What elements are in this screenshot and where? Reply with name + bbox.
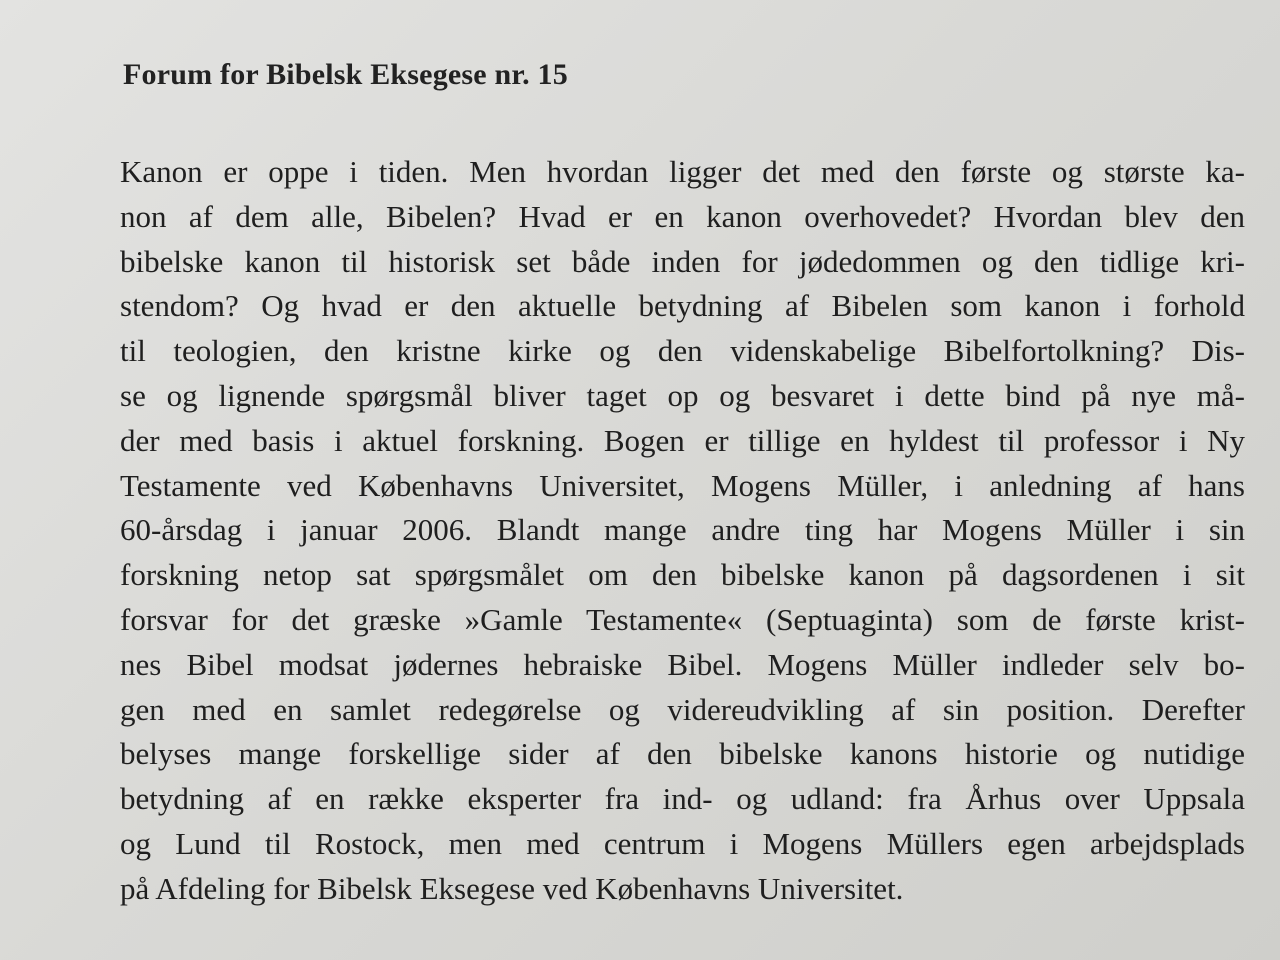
text-line: stendom? Og hvad er den aktuelle betydning af Bibelen som kanon i forhold (120, 288, 1245, 324)
document-title: Forum for Bibelsk Eksegese nr. 15 (123, 58, 568, 91)
text-line: bibelske kanon til historisk set både inden for jødedommen og den tidlige kri- (120, 243, 1245, 279)
text-line: til teologien, den kristne kirke og den videnskabelige Bibelfortolkning? Dis- (120, 333, 1245, 369)
text-line: forsvar for det græske »Gamle Testamente« (Septuaginta) som de første krist- (120, 601, 1245, 637)
text-line: 60-årsdag i januar 2006. Blandt mange andre ting har Mogens Müller i sin (120, 512, 1245, 548)
body-paragraph (120, 150, 1245, 912)
text-line: se og lignende spørgsmål bliver taget op og besvaret i dette bind på nye må- (120, 377, 1245, 413)
text-line: på Afdeling for Bibelsk Eksegese ved Københavns Universitet. (120, 870, 904, 906)
text-line: belyses mange forskellige sider af den bibelske kanons historie og nutidige (120, 736, 1245, 772)
text-line: nes Bibel modsat jødernes hebraiske Bibel. Mogens Müller indleder selv bo- (120, 646, 1245, 682)
text-line: betydning af en række eksperter fra ind- og udland: fra Århus over Uppsala (120, 781, 1245, 817)
text-line: og Lund til Rostock, men med centrum i Mogens Müllers egen arbejdsplads (120, 825, 1245, 861)
text-line: gen med en samlet redegørelse og videreudvikling af sin position. Derefter (120, 691, 1245, 727)
text-line: Testamente ved Københavns Universitet, Mogens Müller, i anledning af hans (120, 467, 1245, 503)
text-line: forskning netop sat spørgsmålet om den bibelske kanon på dagsordenen i sit (120, 557, 1245, 593)
text-line: Kanon er oppe i tiden. Men hvordan ligger det med den første og største ka- (120, 154, 1245, 189)
text-line: der med basis i aktuel forskning. Bogen er tillige en hyldest til professor i Ny (120, 422, 1245, 458)
text-line: non af dem alle, Bibelen? Hvad er en kanon overhovedet? Hvordan blev den (120, 198, 1245, 234)
